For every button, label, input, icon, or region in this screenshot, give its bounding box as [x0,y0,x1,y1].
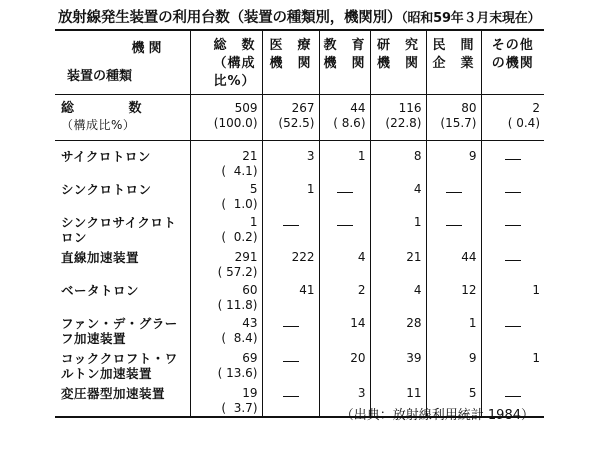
total-pct: ( 57.2) [217,264,258,279]
medical-cell [262,313,319,348]
col-private [426,30,481,94]
device-type-text: コッククロフト・ワ [61,350,178,366]
total-value: 509 [234,100,258,115]
research-value: 4 [413,282,422,297]
dash-mark [337,192,353,193]
education-cell [319,212,370,247]
total-cell [190,383,262,417]
medical-value: 41 [299,282,315,297]
other-value: 2 [532,100,540,115]
corner-device-type: 装置の種類 [67,69,133,84]
other-cell [481,140,544,179]
private-cell [426,140,481,179]
corner-institution: 機関 [131,41,166,56]
medical-cell [262,179,319,212]
education-cell [319,94,370,140]
col-total-l3: 比%） [213,74,256,89]
medical-cell [262,348,319,383]
col-other [481,30,544,94]
total-value: 69 [242,350,258,365]
dash-mark [283,396,299,397]
dash-mark [446,225,462,226]
total-pct: (100.0) [213,115,258,130]
other-value: 1 [532,350,540,365]
total-label-text: 総 数 [61,100,143,116]
device-type-label [55,313,190,348]
other-cell [481,313,544,348]
title-note: （昭和59年３月末現在） [401,11,541,26]
device-type-label [55,383,190,417]
col-private-l1: 民 間 [432,38,475,53]
education-value: 4 [357,249,366,264]
dash-mark [505,192,521,193]
corner-header [55,30,190,94]
total-value: 21 [242,148,258,163]
table-row [55,179,544,212]
table-row [55,247,544,280]
device-type-label [55,179,190,212]
header-row [55,30,544,94]
education-value: 14 [350,315,366,330]
medical-value: 1 [306,181,315,196]
dash-mark [446,192,462,193]
research-value: 11 [406,385,422,400]
other-pct: ( 0.4) [507,115,540,130]
total-cell [190,280,262,313]
education-cell [319,280,370,313]
dash-mark [505,225,521,226]
device-type-label [55,212,190,247]
total-pct: ( 8.4) [221,330,258,345]
table-row [55,140,544,179]
device-type-text: ファン・デ・グラー [61,315,178,331]
education-value: 3 [357,385,366,400]
dash-mark [283,361,299,362]
device-type-label [55,140,190,179]
dash-mark [337,225,353,226]
dash-mark [505,326,521,327]
medical-value: 3 [306,148,315,163]
dash-mark [505,159,521,160]
medical-cell [262,247,319,280]
education-value: 1 [357,148,366,163]
medical-cell [262,212,319,247]
col-education-l2: 機 関 [323,56,366,71]
medical-cell [262,280,319,313]
total-value: 43 [242,315,258,330]
private-pct: (15.7) [440,115,477,130]
device-type-text: シンクロサイクロト [61,214,177,230]
total-value: 19 [242,385,258,400]
total-value: 291 [234,249,258,264]
research-value: 116 [398,100,422,115]
private-cell [426,280,481,313]
research-cell [370,247,426,280]
total-value: 5 [249,181,258,196]
total-pct: ( 1.0) [221,196,258,211]
research-cell [370,94,426,140]
total-cell [190,313,262,348]
table-row [55,348,544,383]
col-medical-l1: 医 療 [269,38,312,53]
table-row [55,280,544,313]
research-cell [370,348,426,383]
col-medical-l2: 機 関 [269,56,312,71]
research-value: 21 [406,249,422,264]
education-value: 20 [350,350,366,365]
col-other-l1: その他 [491,38,534,53]
private-cell [426,313,481,348]
device-type-text: ベータトロン [61,282,140,298]
device-type-text: 直線加速装置 [61,249,140,265]
other-cell [481,179,544,212]
device-type-text-2: ルトン加速装置 [61,365,153,381]
table-row [55,212,544,247]
total-row [55,94,544,140]
medical-pct: (52.5) [278,115,315,130]
total-pct: ( 0.2) [221,229,258,244]
col-education [319,30,370,94]
other-cell [481,348,544,383]
source-note: （出典：放射線利用統計 1984） [340,408,534,423]
device-type-text-2: ロン [61,229,88,245]
device-type-text-2: フ加速装置 [61,330,127,346]
private-cell [426,179,481,212]
research-pct: (22.8) [385,115,422,130]
research-cell [370,280,426,313]
col-total [190,30,262,94]
table-row [55,313,544,348]
private-value: 5 [468,385,477,400]
data-rows [55,140,544,417]
total-cell [190,212,262,247]
device-type-label [55,280,190,313]
title-main: 放射線発生装置の利用台数（装置の種類別，機関別） [58,10,402,26]
private-value: 9 [468,350,477,365]
total-cell [190,140,262,179]
col-private-l2: 企 業 [432,56,475,71]
dash-mark [283,326,299,327]
col-medical [262,30,319,94]
education-cell [319,348,370,383]
total-pct: ( 4.1) [221,163,258,178]
medical-cell [262,383,319,417]
dash-mark [283,225,299,226]
private-cell [426,212,481,247]
research-cell [370,313,426,348]
total-cell [190,348,262,383]
total-cell [190,179,262,212]
col-research [370,30,426,94]
education-value: 44 [350,100,366,115]
other-cell [481,247,544,280]
total-value: 1 [249,214,258,229]
col-research-l1: 研 究 [376,38,419,53]
total-cell [190,94,262,140]
device-type-text: 変圧器型加速装置 [61,385,166,401]
research-cell [370,212,426,247]
total-cell [190,247,262,280]
device-type-text: サイクロトロン [61,148,151,164]
education-pct: ( 8.6) [333,115,366,130]
medical-cell [262,140,319,179]
research-value: 4 [413,181,422,196]
education-cell [319,179,370,212]
education-cell [319,313,370,348]
device-type-label [55,348,190,383]
education-value: 2 [357,282,366,297]
private-value: 12 [461,282,477,297]
col-other-l2: の機関 [491,56,534,71]
total-value: 60 [242,282,258,297]
total-label-sub: （構成比%） [61,117,136,132]
private-value: 80 [461,100,477,115]
total-pct: ( 11.8) [217,297,258,312]
private-cell [426,247,481,280]
research-cell [370,179,426,212]
table-title [58,6,598,27]
other-value: 1 [532,282,540,297]
medical-value: 222 [291,249,315,264]
research-value: 8 [413,148,422,163]
research-value: 39 [406,350,422,365]
col-total-l2: （構成 [213,56,256,71]
dash-mark [505,396,521,397]
private-cell [426,94,481,140]
other-cell [481,212,544,247]
research-value: 28 [406,315,422,330]
private-value: 44 [461,249,477,264]
col-education-l1: 教 育 [323,38,366,53]
research-cell [370,140,426,179]
medical-value: 267 [291,100,315,115]
dash-mark [505,260,521,261]
private-value: 9 [468,148,477,163]
other-cell [481,280,544,313]
private-value: 1 [468,315,477,330]
total-pct: ( 3.7) [221,400,258,415]
col-research-l2: 機 関 [376,56,419,71]
total-label [55,94,190,140]
education-cell [319,140,370,179]
usage-table [55,29,544,418]
device-type-label [55,247,190,280]
total-pct: ( 13.6) [217,365,258,380]
other-cell [481,94,544,140]
col-total-l1: 総 数 [213,38,256,53]
device-type-text: シンクロトロン [61,181,152,197]
research-value: 1 [413,214,422,229]
education-cell [319,247,370,280]
private-cell [426,348,481,383]
medical-cell [262,94,319,140]
